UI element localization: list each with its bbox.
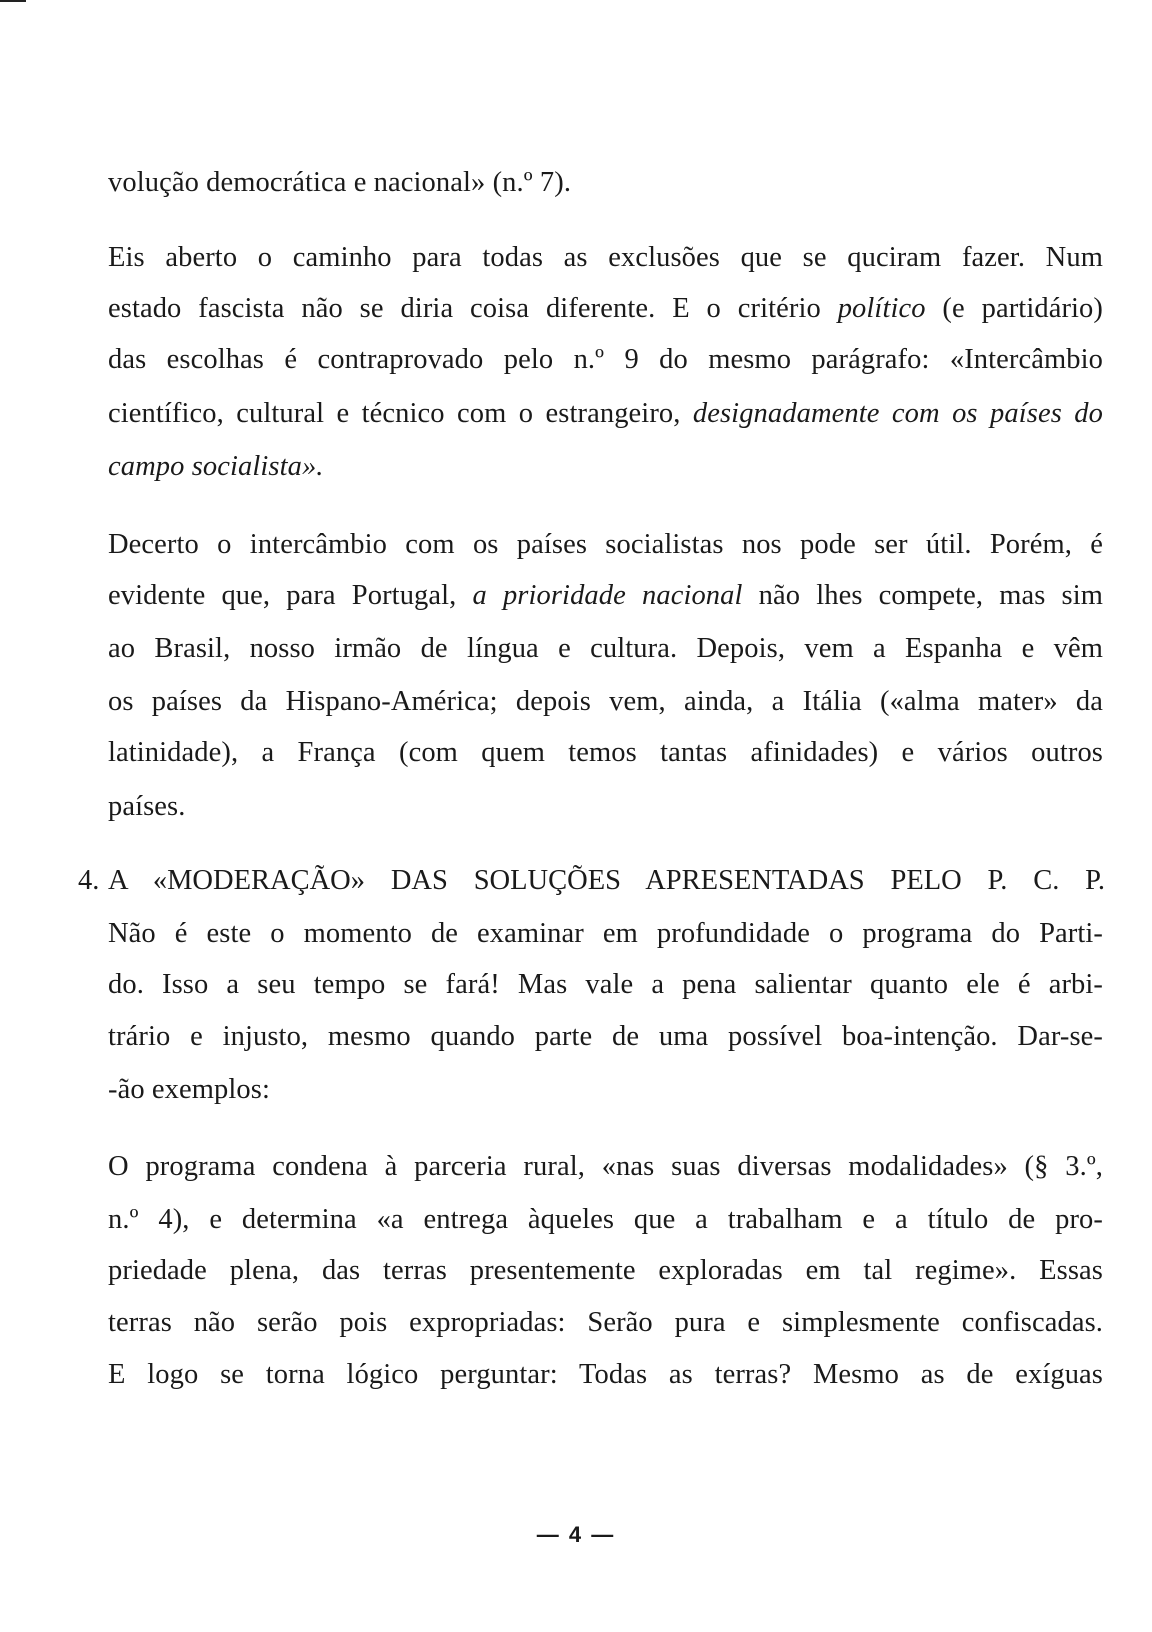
paragraph-2-line-3: das escolhas é contraprovado pelo n.º 9 do mesmo parágrafo: «Intercâmbio: [108, 344, 1103, 375]
paragraph-2-line-2-text-c: (e partidário): [925, 293, 1103, 324]
paragraph-5-line-3: priedade plena, das terras presentemente exploradas em tal regime». Essas: [108, 1255, 1103, 1286]
paragraph-2-line-2-text-a: estado fascista não se diria coisa diferente. E o critério: [108, 293, 838, 324]
paragraph-2-line-1: Eis aberto o caminho para todas as exclusões que se quciram fazer. Num: [108, 242, 1103, 273]
paragraph-4-line-1: Não é este o momento de examinar em profundidade o programa do Parti-: [108, 918, 1103, 949]
paragraph-3-line-5: latinidade), a França (com quem temos tantas afinidades) e vários outros: [108, 737, 1103, 768]
paragraph-3-line-2-text-a: evidente que, para Portugal,: [108, 580, 473, 611]
paragraph-3-line-1: Decerto o intercâmbio com os países socialistas nos pode ser útil. Porém, é: [108, 529, 1103, 560]
paragraph-3-line-2-text-c: não lhes compete, mas sim: [742, 580, 1103, 611]
paragraph-3-line-6: países.: [108, 791, 186, 822]
paragraph-5-line-2: n.º 4), e determina «a entrega àqueles que a trabalham e a título de pro-: [108, 1204, 1103, 1235]
paragraph-2-line-4-text-a: científico, cultural e técnico com o estrangeiro,: [108, 398, 693, 429]
section-4-title: A «MODERAÇÃO» DAS SOLUÇÕES APRESENTADAS PELO P. C. P.: [108, 865, 1105, 896]
paragraph-5-line-1: O programa condena à parceria rural, «nas suas diversas modalidades» (§ 3.º,: [108, 1151, 1103, 1182]
paragraph-2-line-5: campo socialista».: [108, 451, 324, 482]
emphasis-prioridade-nacional: a prioridade nacional: [472, 580, 743, 611]
paragraph-3-line-3: ao Brasil, nosso irmão de língua e cultura. Depois, vem a Espanha e vêm: [108, 633, 1103, 664]
emphasis-politico: político: [837, 293, 926, 324]
scan-corner-mark: [0, 0, 26, 2]
section-4-number: 4.: [78, 865, 100, 896]
paragraph-4-line-4: -ão exemplos:: [108, 1074, 270, 1105]
paragraph-5-line-5: E logo se torna lógico perguntar: Todas as terras? Mesmo as de exíguas: [108, 1359, 1103, 1390]
paragraph-2-line-2: [108, 292, 1103, 326]
page-number: — 4 —: [536, 1522, 616, 1547]
emphasis-designadamente: designadamente com os países do: [692, 398, 1103, 429]
paragraph-3-line-2: [108, 579, 1103, 613]
paragraph-5-line-4: terras não serão pois expropriadas: Serão pura e simplesmente confiscadas.: [108, 1307, 1103, 1338]
paragraph-4-line-2: do. Isso a seu tempo se fará! Mas vale a pena salientar quanto ele é arbi-: [108, 969, 1103, 1000]
paragraph-3-line-4: os países da Hispano-América; depois vem, ainda, a Itália («alma mater» da: [108, 686, 1103, 717]
paragraph-4-line-3: trário e injusto, mesmo quando parte de uma possível boa-intenção. Dar-se-: [108, 1021, 1103, 1052]
paragraph-2-line-4: [108, 397, 1103, 431]
section-4-heading: [78, 864, 1105, 898]
paragraph-1-line-1: volução democrática e nacional» (n.º 7).: [108, 167, 572, 198]
